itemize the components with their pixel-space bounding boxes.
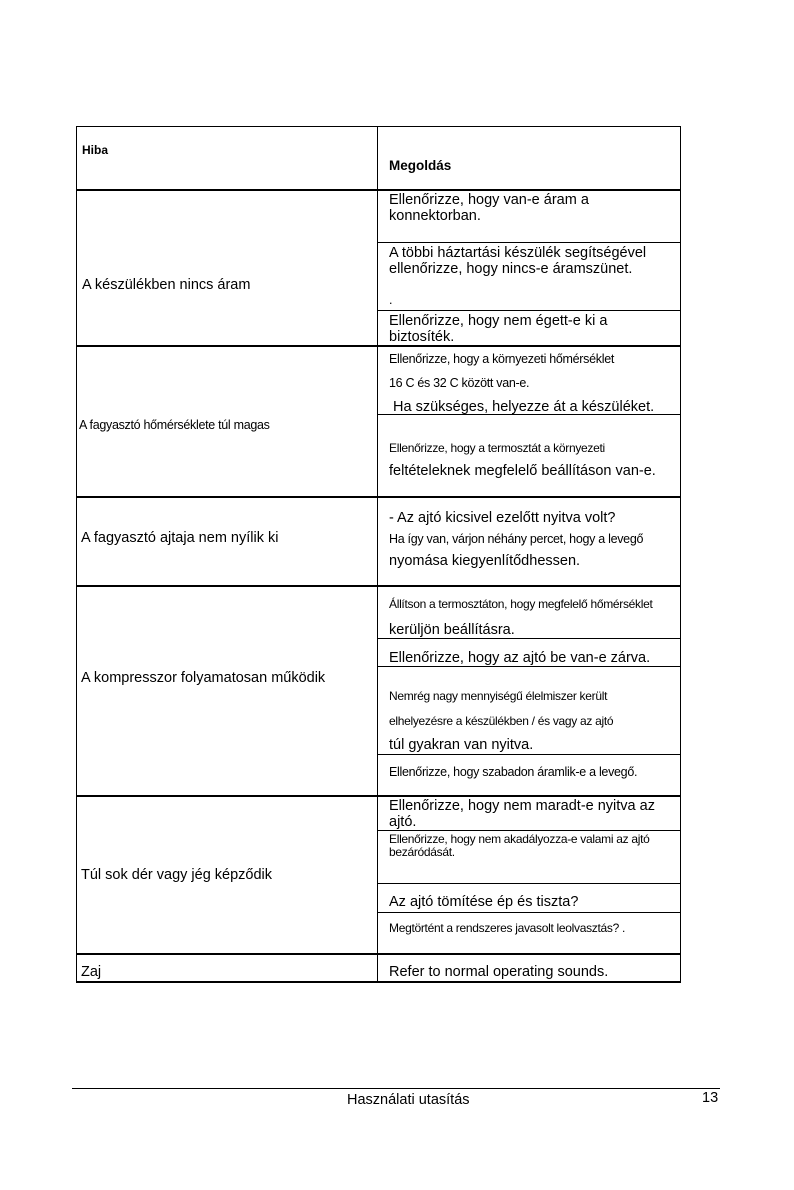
solution-line: konnektorban. <box>389 208 481 224</box>
solution-line: ajtó. <box>389 814 417 830</box>
solution-line: Ha szükséges, helyezze át a készüléket. <box>393 399 655 415</box>
solution-line: elhelyezésre a készülékben / és vagy az ajtó <box>389 714 614 728</box>
problem-cell: A készülékben nincs áram <box>82 277 251 293</box>
problem-cell: Túl sok dér vagy jég képződik <box>81 867 273 883</box>
solution-line: Nemrég nagy mennyiségű élelmiszer került <box>389 689 608 703</box>
problem-cell: A fagyasztó hőmérséklete túl magas <box>79 418 270 432</box>
solution-line: Ellenőrizze, hogy a környezeti hőmérséklet <box>389 352 615 366</box>
solution-line: feltételeknek megfelelő beállításon van-e. <box>389 463 656 479</box>
sub-separator <box>377 754 681 755</box>
problem-cell: A kompresszor folyamatosan működik <box>81 670 326 686</box>
sub-separator <box>377 310 681 311</box>
row-separator <box>76 953 681 955</box>
footer-rule <box>72 1088 720 1089</box>
solution-line: Ellenőrizze, hogy nem maradt-e nyitva az <box>389 798 655 814</box>
header-solution: Megoldás <box>389 158 452 173</box>
row-separator <box>76 345 681 347</box>
solution-line: Megtörtént a rendszeres javasolt leolvasztás? . <box>389 921 626 935</box>
solution-line: 16 C és 32 C között van-e. <box>389 376 530 390</box>
sub-separator <box>377 912 681 913</box>
footer-title: Használati utasítás <box>347 1092 470 1108</box>
solution-line: kerüljön beállításra. <box>389 622 515 638</box>
sub-separator <box>377 883 681 884</box>
page-number: 13 <box>702 1090 719 1106</box>
row-separator <box>76 496 681 498</box>
solution-line: . <box>389 293 393 307</box>
solution-line: Ellenőrizze, hogy van-e áram a <box>389 192 589 208</box>
row-separator <box>76 585 681 587</box>
solution-line: Refer to normal operating sounds. <box>389 964 609 980</box>
solution-line: Ellenőrizze, hogy az ajtó be van-e zárva. <box>389 650 651 666</box>
sub-separator <box>377 242 681 243</box>
problem-cell: Zaj <box>81 964 102 980</box>
row-separator <box>76 795 681 797</box>
solution-line: Állítson a termosztáton, hogy megfelelő hőmérséklet <box>389 597 653 611</box>
sub-separator <box>377 830 681 831</box>
solution-line: Az ajtó tömítése ép és tiszta? <box>389 894 579 910</box>
solution-line: Ellenőrizze, hogy nem akadályozza-e valami az ajtó <box>389 832 650 846</box>
solution-line: A többi háztartási készülék segítségével <box>389 245 647 261</box>
solution-line: ellenőrizze, hogy nincs-e áramszünet. <box>389 261 633 277</box>
solution-line: biztosíték. <box>389 329 455 345</box>
solution-line: túl gyakran van nyitva. <box>389 737 534 753</box>
solution-line: bezáródását. <box>389 845 455 859</box>
table-border-top <box>76 126 681 127</box>
table-border-left <box>76 126 77 983</box>
solution-line: nyomása kiegyenlítődhessen. <box>389 553 581 569</box>
solution-line: Ellenőrizze, hogy szabadon áramlik-e a levegő. <box>389 765 638 779</box>
solution-line: - Az ajtó kicsivel ezelőtt nyitva volt? <box>389 510 616 526</box>
problem-cell: A fagyasztó ajtaja nem nyílik ki <box>81 530 279 546</box>
column-divider <box>377 126 378 983</box>
header-problem: Hiba <box>82 143 109 157</box>
table-border-right <box>680 126 681 983</box>
solution-line: Ha így van, várjon néhány percet, hogy a levegő <box>389 532 644 546</box>
row-separator <box>76 189 681 191</box>
solution-line: Ellenőrizze, hogy nem égett-e ki a <box>389 313 608 329</box>
solution-line: Ellenőrizze, hogy a termosztát a környezeti <box>389 441 605 455</box>
table-border-bottom <box>76 981 681 983</box>
